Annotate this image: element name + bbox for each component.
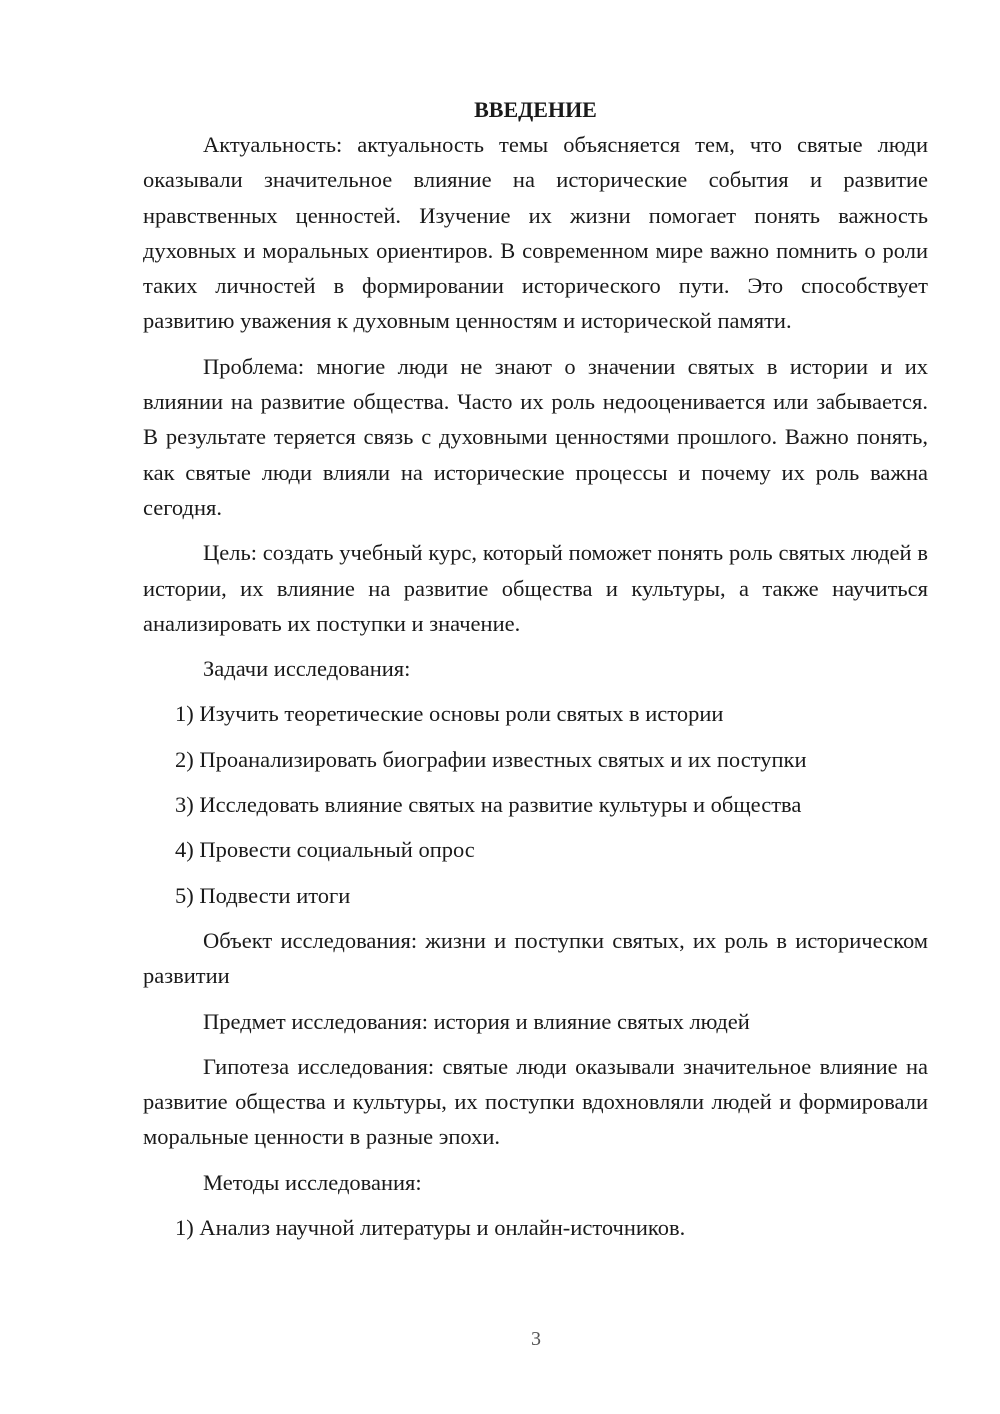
- paragraph-relevance: Актуальность: актуальность темы объясняется тем, что святые люди оказывали значительное влияние на исторические события и развитие нравственных ценностей. Изучение их жизни помогает понять важность духовных и моральных ориентиров. В современном мире важно помнить о роли таких личностей в формировании исторического пути. Это способствует развитию уважения к духовным ценностям и исторической памяти.: [143, 132, 928, 334]
- task-item-2: 2) Проанализировать биографии известных святых и их поступки: [175, 746, 807, 772]
- document-body: [143, 92, 928, 1255]
- paragraph-goal: Цель: создать учебный курс, который поможет понять роль святых людей в истории, их влияние на развитие общества и культуры, а также научиться анализировать их поступки и значение.: [143, 540, 928, 636]
- tasks-label: Задачи исследования:: [203, 656, 411, 682]
- task-item-3: 3) Исследовать влияние святых на развитие культуры и общества: [175, 792, 802, 818]
- method-item-1: 1) Анализ научной литературы и онлайн-источников.: [175, 1215, 686, 1241]
- paragraph-problem: Проблема: многие люди не знают о значении святых в истории и их влиянии на развитие общества. Часто их роль недооценивается или забывается. В результате теряется связь с духовными ценностями прошлого. Важно понять, как святые люди влияли на исторические процессы и почему их роль важна сегодня.: [143, 353, 928, 520]
- paragraph-subject: Предмет исследования: история и влияние святых людей: [203, 1008, 750, 1034]
- page-number: 3: [531, 1328, 541, 1350]
- task-item-1: 1) Изучить теоретические основы роли святых в истории: [175, 701, 724, 727]
- task-item-5: 5) Подвести итоги: [175, 882, 351, 908]
- methods-label: Методы исследования:: [203, 1169, 422, 1195]
- paragraph-hypothesis: Гипотеза исследования: святые люди оказывали значительное влияние на развитие общества и культуры, их поступки вдохновляли людей и формировали моральные ценности в разные эпохи.: [143, 1053, 928, 1150]
- section-title: ВВЕДЕНИЕ: [474, 97, 597, 122]
- paragraph-object: Объект исследования: жизни и поступки святых, их роль в историческом развитии: [143, 927, 928, 989]
- task-item-4: 4) Провести социальный опрос: [175, 837, 475, 863]
